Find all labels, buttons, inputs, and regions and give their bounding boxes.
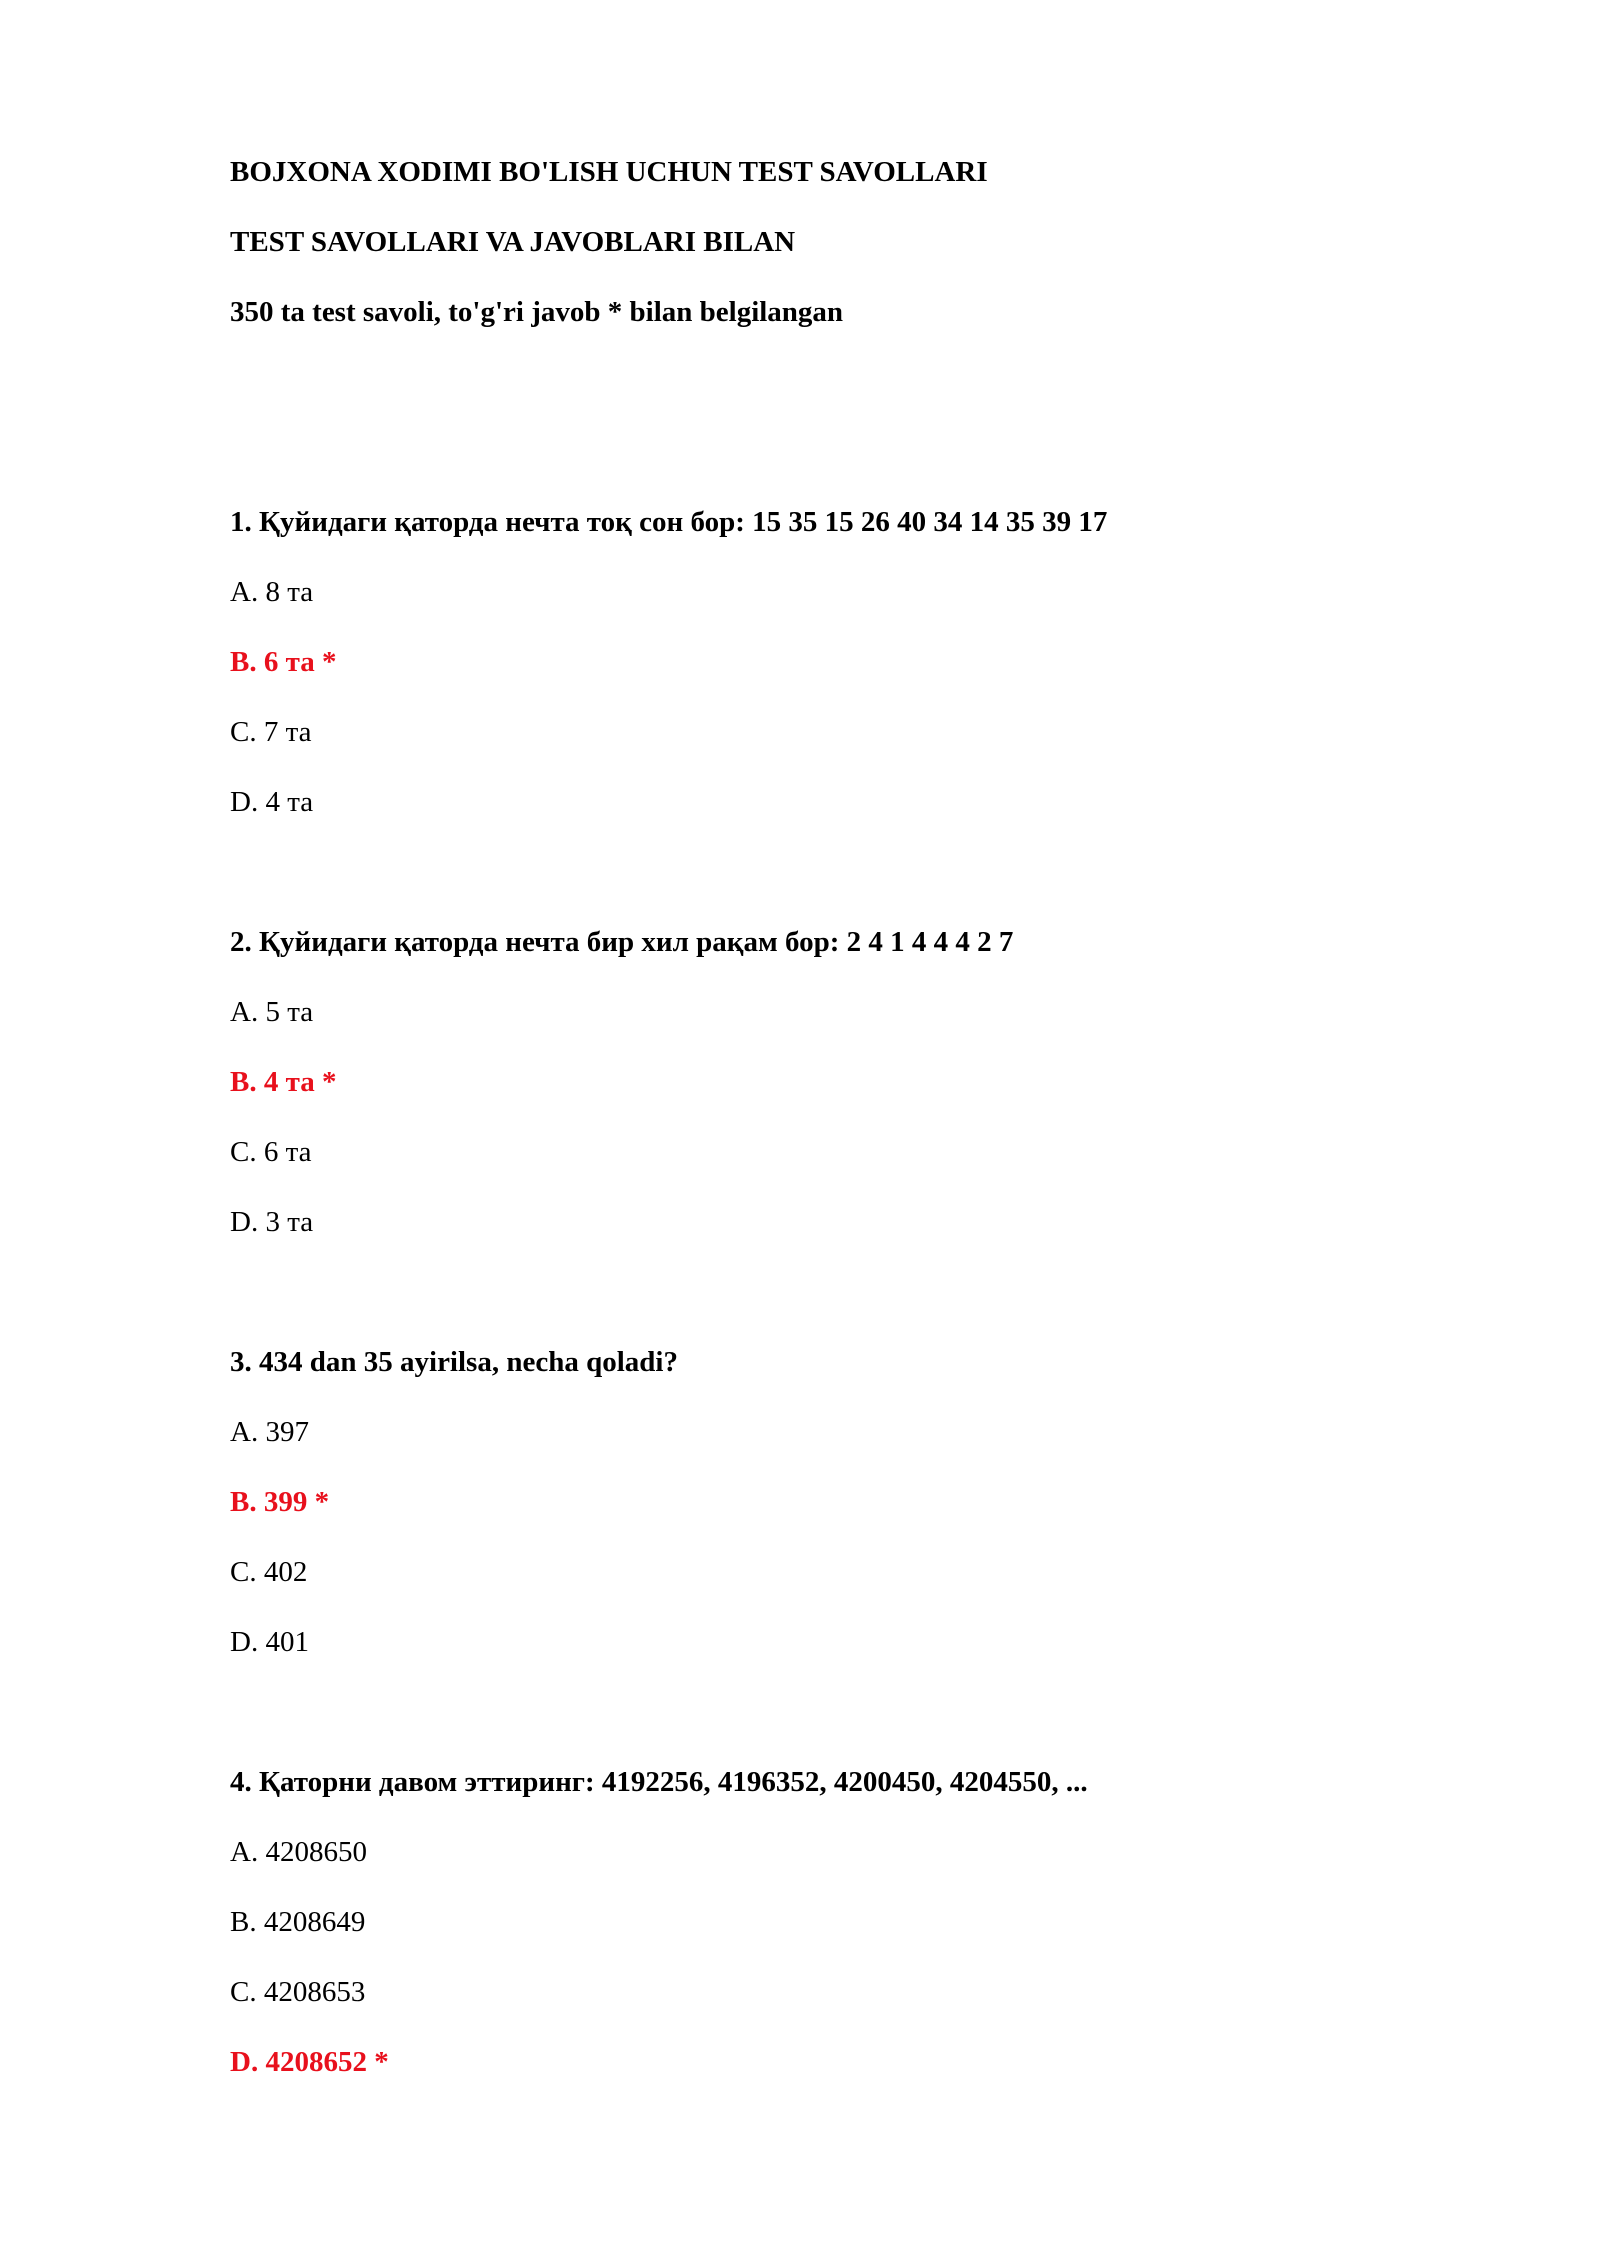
question-2-option-c: C. 6 та (230, 1136, 312, 1168)
question-3-option-b-correct: B. 399 * (230, 1486, 330, 1518)
question-1-option-a: A. 8 та (230, 576, 314, 608)
question-1-option-b-correct: B. 6 та * (230, 646, 337, 678)
question-3-option-d: D. 401 (230, 1626, 309, 1658)
question-3-option-c: C. 402 (230, 1556, 308, 1588)
question-1-text: 1. Қуйидаги қаторда нечта тоқ сон бор: 15 35 15 26 40 34 14 35 39 17 (230, 506, 1108, 538)
document-subtitle: TEST SAVOLLARI VA JAVOBLARI BILAN (230, 226, 796, 258)
question-3-text: 3. 434 dan 35 ayirilsa, necha qoladi? (230, 1346, 678, 1378)
question-4-text: 4. Қаторни давом эттиринг: 4192256, 4196352, 4200450, 4204550, ... (230, 1766, 1088, 1798)
question-4-option-b: B. 4208649 (230, 1906, 366, 1938)
document-title: BOJXONA XODIMI BO'LISH UCHUN TEST SAVOLLARI (230, 156, 988, 188)
question-3-option-a: A. 397 (230, 1416, 309, 1448)
question-2-text: 2. Қуйидаги қаторда нечта бир хил рақам бор: 2 4 1 4 4 4 2 7 (230, 926, 1014, 958)
question-1-option-d: D. 4 та (230, 786, 314, 818)
document-note: 350 ta test savoli, to'g'ri javob * bilan belgilangan (230, 296, 844, 328)
question-4-option-d-correct: D. 4208652 * (230, 2046, 389, 2078)
question-2-option-a: A. 5 та (230, 996, 314, 1028)
question-2-option-b-correct: B. 4 та * (230, 1066, 337, 1098)
question-2-option-d: D. 3 та (230, 1206, 314, 1238)
question-1-option-c: C. 7 та (230, 716, 312, 748)
question-4-option-c: C. 4208653 (230, 1976, 366, 2008)
question-4-option-a: A. 4208650 (230, 1836, 367, 1868)
